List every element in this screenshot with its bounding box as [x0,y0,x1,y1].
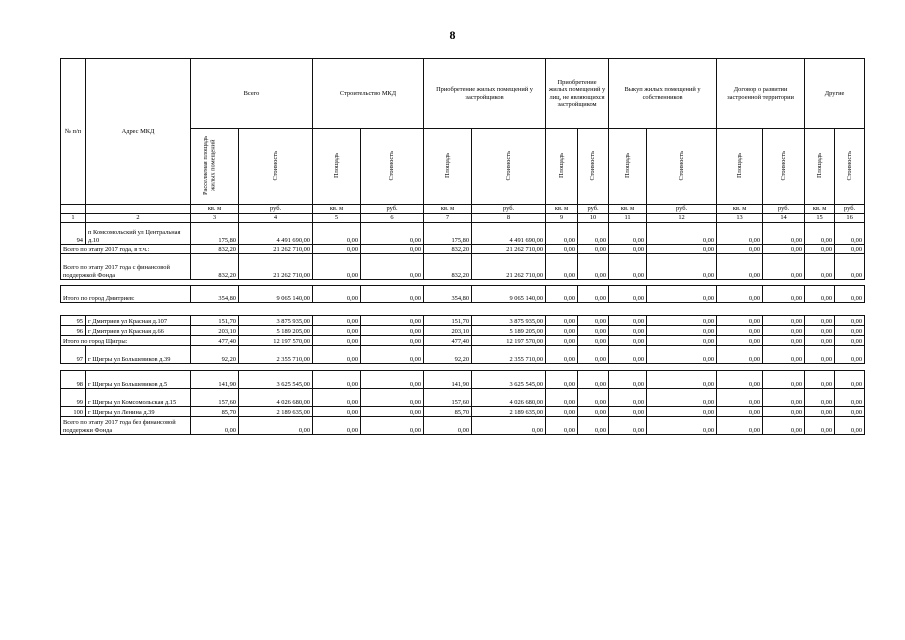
group-header: Приобретение жилых помещений у лиц, не являющихся застройщиком [546,59,609,129]
header-num: № п/п [61,59,86,205]
value-cell: 832,20 [191,254,239,280]
value-cell: 157,60 [424,389,472,407]
column-number: 5 [313,214,361,223]
subcol-header: Расселяемая площадь жилых помещений [201,135,216,195]
value-cell: 0,00 [578,245,609,254]
value-cell: 0,00 [763,326,805,336]
table-row [61,346,865,364]
value-cell: 12 197 570,00 [239,336,313,346]
value-cell: 0,00 [647,389,717,407]
value-cell: 5 189 205,00 [472,326,546,336]
value-cell: 477,40 [424,336,472,346]
value-cell: 5 189 205,00 [239,326,313,336]
column-number: 6 [361,214,424,223]
value-cell: 0,00 [578,316,609,326]
value-cell: 0,00 [647,316,717,326]
value-cell: 203,10 [424,326,472,336]
value-cell: 21 262 710,00 [239,254,313,280]
value-cell: 0,00 [647,346,717,364]
row-number: 98 [61,371,86,389]
row-number: 94 [61,223,86,245]
value-cell: 0,00 [313,254,361,280]
subcol-header: Площадь [623,152,631,178]
value-cell: 0,00 [609,371,647,389]
value-cell: 0,00 [609,346,647,364]
row-number: 99 [61,389,86,407]
value-cell: 0,00 [647,326,717,336]
value-cell: 2 189 635,00 [472,407,546,417]
value-cell: 0,00 [717,389,763,407]
value-cell: 0,00 [717,286,763,303]
subcol-header: Стоимость [504,150,512,181]
row-number: 95 [61,316,86,326]
value-cell: 0,00 [313,346,361,364]
value-cell: 832,20 [424,245,472,254]
value-cell: 0,00 [805,336,835,346]
value-cell: 0,00 [609,254,647,280]
value-cell: 0,00 [763,316,805,326]
value-cell: 0,00 [609,223,647,245]
column-number: 12 [647,214,717,223]
value-cell: 0,00 [835,407,865,417]
value-cell: 0,00 [647,407,717,417]
value-cell: 832,20 [424,254,472,280]
value-cell: 9 065 140,00 [472,286,546,303]
column-number: 11 [609,214,647,223]
row-address: г Дмитриев ул Красная д.107 [86,316,191,326]
value-cell: 0,00 [313,336,361,346]
value-cell: 0,00 [609,326,647,336]
column-number: 9 [546,214,578,223]
value-cell: 0,00 [763,371,805,389]
value-cell: 3 875 935,00 [239,316,313,326]
value-cell: 0,00 [805,316,835,326]
column-number: 13 [717,214,763,223]
value-cell: 9 065 140,00 [239,286,313,303]
value-cell: 0,00 [805,389,835,407]
value-cell: 0,00 [578,223,609,245]
subcol-header: Площадь [815,152,823,178]
row-address: г Щигры ул Большевиков д.39 [86,346,191,364]
value-cell: 157,60 [191,389,239,407]
value-cell: 0,00 [578,286,609,303]
value-cell: 0,00 [835,254,865,280]
value-cell: 0,00 [578,346,609,364]
unit-cell: руб. [763,205,805,214]
value-cell: 0,00 [763,254,805,280]
value-cell: 0,00 [191,417,239,435]
value-cell: 151,70 [191,316,239,326]
value-cell: 0,00 [763,286,805,303]
value-cell: 0,00 [578,254,609,280]
subcol-header: Стоимость [845,150,853,181]
unit-cell: кв. м [191,205,239,214]
value-cell: 21 262 710,00 [239,245,313,254]
header-address: Адрес МКД [86,59,191,205]
value-cell: 0,00 [609,407,647,417]
column-number: 15 [805,214,835,223]
value-cell: 0,00 [717,371,763,389]
row-address: г Щигры ул Комсомольская д.15 [86,389,191,407]
unit-blank [61,205,86,214]
column-number: 7 [424,214,472,223]
value-cell: 0,00 [835,417,865,435]
value-cell: 0,00 [717,223,763,245]
subcol-header: Площадь [557,152,565,178]
value-cell: 4 491 690,00 [239,223,313,245]
row-address: г Дмитриев ул Красная д.66 [86,326,191,336]
value-cell: 0,00 [805,245,835,254]
value-cell: 0,00 [361,254,424,280]
value-cell: 0,00 [546,407,578,417]
group-header: Другие [805,59,865,129]
value-cell: 85,70 [424,407,472,417]
group-header: Строительство МКД [313,59,424,129]
unit-cell: руб. [361,205,424,214]
value-cell: 0,00 [313,286,361,303]
value-cell: 0,00 [546,389,578,407]
value-cell: 2 189 635,00 [239,407,313,417]
table-row [61,254,865,280]
row-address: Всего по этапу 2017 года без финансовой поддержки Фонда [61,417,191,435]
column-number: 16 [835,214,865,223]
row-address: Всего по этапу 2017 года с финансовой поддержкой Фонда [61,254,191,280]
subcol-header: Стоимость [779,150,787,181]
value-cell: 0,00 [835,336,865,346]
value-cell: 0,00 [578,326,609,336]
table-row [61,389,865,407]
value-cell: 0,00 [805,223,835,245]
group-header: Выкуп жилых помещений у собственников [609,59,717,129]
value-cell: 0,00 [805,254,835,280]
value-cell: 4 026 680,00 [472,389,546,407]
value-cell: 141,90 [424,371,472,389]
value-cell: 0,00 [361,316,424,326]
unit-cell: кв. м [313,205,361,214]
value-cell: 0,00 [361,417,424,435]
value-cell: 141,90 [191,371,239,389]
value-cell: 0,00 [763,223,805,245]
value-cell: 92,20 [191,346,239,364]
value-cell: 0,00 [546,254,578,280]
subcol-header: Стоимость [271,150,279,181]
subcol-header: Стоимость [388,150,396,181]
row-address: Всего по этапу 2017 года, в т.ч.: [61,245,191,254]
row-address: Итого по город Щигры: [61,336,191,346]
table-row [61,245,865,254]
value-cell: 0,00 [647,417,717,435]
value-cell: 832,20 [191,245,239,254]
value-cell: 0,00 [546,346,578,364]
value-cell: 0,00 [805,371,835,389]
value-cell: 0,00 [763,245,805,254]
unit-blank [86,205,191,214]
value-cell: 0,00 [647,371,717,389]
subcol-header: Площадь [735,152,743,178]
group-header: Приобретение жилых помещений у застройщиков [424,59,546,129]
value-cell: 0,00 [805,286,835,303]
subcol-header: Стоимость [677,150,685,181]
row-number: 97 [61,346,86,364]
group-header: Договор о развитии застроенной территории [717,59,805,129]
row-address: Итого по город Дмитриев: [61,286,191,303]
value-cell: 0,00 [313,316,361,326]
value-cell: 175,80 [424,223,472,245]
value-cell: 0,00 [472,417,546,435]
unit-cell: руб. [835,205,865,214]
table-row [61,407,865,417]
value-cell: 92,20 [424,346,472,364]
value-cell: 0,00 [361,286,424,303]
value-cell: 0,00 [609,336,647,346]
group-header: Всего [191,59,313,129]
column-number: 14 [763,214,805,223]
value-cell: 0,00 [546,316,578,326]
value-cell: 2 355 710,00 [239,346,313,364]
value-cell: 0,00 [361,326,424,336]
unit-cell: кв. м [609,205,647,214]
value-cell: 0,00 [609,389,647,407]
column-number: 2 [86,214,191,223]
subcol-header: Площадь [443,152,451,178]
value-cell: 0,00 [717,245,763,254]
table-row [61,326,865,336]
value-cell: 0,00 [313,417,361,435]
value-cell: 477,40 [191,336,239,346]
value-cell: 0,00 [835,286,865,303]
value-cell: 0,00 [647,245,717,254]
value-cell: 0,00 [763,417,805,435]
table-row [61,371,865,389]
subcol-header: Стоимость [589,150,597,181]
value-cell: 0,00 [805,417,835,435]
value-cell: 0,00 [647,336,717,346]
value-cell: 0,00 [763,336,805,346]
table-row [61,336,865,346]
unit-cell: руб. [472,205,546,214]
resettlement-table [60,58,865,435]
value-cell: 0,00 [835,371,865,389]
value-cell: 0,00 [717,407,763,417]
value-cell: 0,00 [578,371,609,389]
value-cell: 2 355 710,00 [472,346,546,364]
value-cell: 0,00 [609,245,647,254]
value-cell: 0,00 [717,326,763,336]
value-cell: 0,00 [578,389,609,407]
value-cell: 0,00 [578,417,609,435]
value-cell: 0,00 [835,223,865,245]
table-row [61,417,865,435]
unit-cell: кв. м [546,205,578,214]
table-row [61,316,865,326]
value-cell: 203,10 [191,326,239,336]
value-cell: 0,00 [361,389,424,407]
value-cell: 151,70 [424,316,472,326]
value-cell: 0,00 [805,346,835,364]
row-address: г Щигры ул Ленина д.39 [86,407,191,417]
value-cell: 0,00 [835,245,865,254]
value-cell: 0,00 [835,389,865,407]
unit-cell: кв. м [424,205,472,214]
row-number: 96 [61,326,86,336]
value-cell: 354,80 [191,286,239,303]
value-cell: 0,00 [546,245,578,254]
value-cell: 0,00 [313,407,361,417]
value-cell: 0,00 [361,371,424,389]
value-cell: 0,00 [546,223,578,245]
value-cell: 0,00 [578,407,609,417]
value-cell: 0,00 [835,326,865,336]
value-cell: 85,70 [191,407,239,417]
unit-cell: кв. м [805,205,835,214]
value-cell: 0,00 [717,316,763,326]
value-cell: 4 491 690,00 [472,223,546,245]
value-cell: 0,00 [717,346,763,364]
column-number: 10 [578,214,609,223]
value-cell: 0,00 [546,371,578,389]
value-cell: 0,00 [763,407,805,417]
value-cell: 12 197 570,00 [472,336,546,346]
column-number: 1 [61,214,86,223]
unit-cell: руб. [239,205,313,214]
value-cell: 0,00 [609,286,647,303]
table-body [61,223,865,435]
value-cell: 0,00 [805,326,835,336]
value-cell: 0,00 [763,346,805,364]
spacer-row [61,303,865,316]
value-cell: 0,00 [361,245,424,254]
table-row [61,223,865,245]
column-number: 4 [239,214,313,223]
value-cell: 0,00 [717,336,763,346]
value-cell: 0,00 [546,336,578,346]
value-cell: 0,00 [805,407,835,417]
value-cell: 0,00 [578,336,609,346]
value-cell: 0,00 [313,223,361,245]
value-cell: 3 875 935,00 [472,316,546,326]
value-cell: 0,00 [717,254,763,280]
unit-cell: кв. м [717,205,763,214]
row-address: г Щигры ул Большевиков д.5 [86,371,191,389]
value-cell: 4 026 680,00 [239,389,313,407]
value-cell: 0,00 [647,223,717,245]
value-cell: 0,00 [835,346,865,364]
value-cell: 0,00 [609,417,647,435]
value-cell: 0,00 [609,316,647,326]
subcol-header: Площадь [332,152,340,178]
value-cell: 21 262 710,00 [472,245,546,254]
value-cell: 0,00 [647,286,717,303]
value-cell: 175,80 [191,223,239,245]
column-number: 3 [191,214,239,223]
value-cell: 0,00 [546,326,578,336]
spacer-row [61,364,865,371]
page-number: 8 [449,28,456,42]
value-cell: 21 262 710,00 [472,254,546,280]
value-cell: 0,00 [313,371,361,389]
value-cell: 0,00 [313,326,361,336]
row-address: п Комсомольский ул Центральная д.10 [86,223,191,245]
value-cell: 0,00 [313,389,361,407]
table-row [61,286,865,303]
value-cell: 0,00 [546,286,578,303]
value-cell: 0,00 [361,223,424,245]
value-cell: 3 625 545,00 [472,371,546,389]
value-cell: 0,00 [313,245,361,254]
unit-cell: руб. [647,205,717,214]
unit-cell: руб. [578,205,609,214]
value-cell: 0,00 [424,417,472,435]
value-cell: 0,00 [361,407,424,417]
value-cell: 0,00 [835,316,865,326]
row-number: 100 [61,407,86,417]
value-cell: 354,80 [424,286,472,303]
value-cell: 0,00 [763,389,805,407]
value-cell: 3 625 545,00 [239,371,313,389]
value-cell: 0,00 [717,417,763,435]
value-cell: 0,00 [546,417,578,435]
value-cell: 0,00 [361,346,424,364]
value-cell: 0,00 [239,417,313,435]
value-cell: 0,00 [647,254,717,280]
value-cell: 0,00 [361,336,424,346]
column-number: 8 [472,214,546,223]
